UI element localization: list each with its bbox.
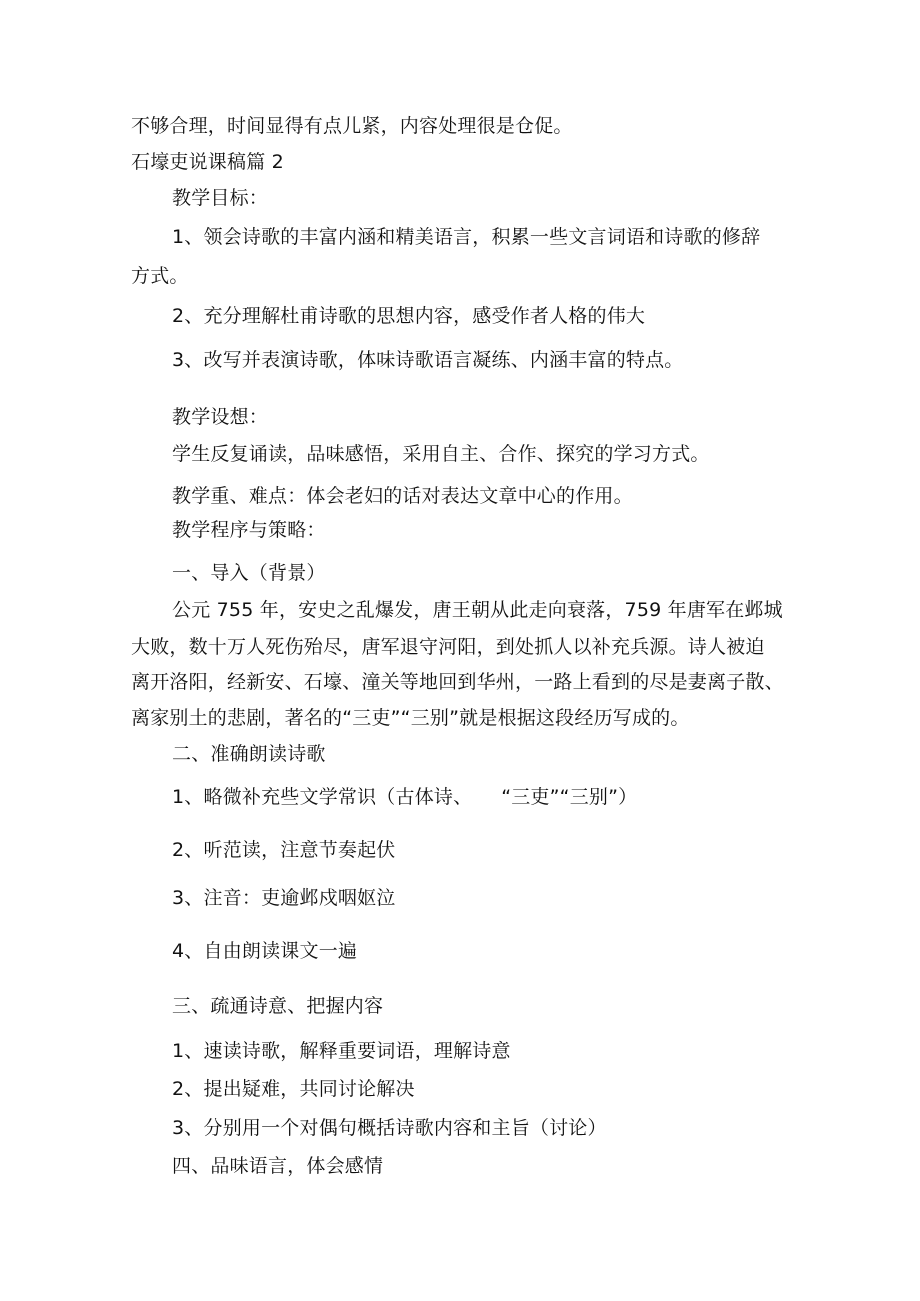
background-paragraph-line: 公元 755 年，安史之乱爆发，唐王朝从此走向衰落，759 年唐军在邺城	[172, 599, 783, 621]
goal-item-1: 1、领会诗歌的丰富内涵和精美语言，积累一些文言词语和诗歌的修辞	[172, 226, 761, 248]
goal-item-3: 3、改写并表演诗歌，体味诗歌语言凝练、内涵丰富的特点。	[172, 349, 684, 371]
step-2-item-1: 1、略微补充些文学常识（古体诗、 “三吏”“三别”）	[172, 786, 638, 808]
step-2-item-4: 4、自由朗读课文一遍	[172, 940, 358, 962]
background-paragraph-line: 离家别土的悲剧，著名的“三吏”“三别”就是根据这段经历写成的。	[131, 707, 690, 729]
goal-item-2: 2、充分理解杜甫诗歌的思想内容，感受作者人格的伟大	[172, 305, 646, 327]
goal-item-1-cont: 方式。	[131, 265, 189, 287]
background-paragraph-line: 大败，数十万人死伤殆尽，唐军退守河阳，到处抓人以补充兵源。诗人被迫	[131, 636, 765, 658]
section-title: 石壕吏说课稿篇 2	[131, 151, 284, 173]
heading-teaching-goals: 教学目标：	[172, 187, 269, 209]
teaching-ideas-text: 学生反复诵读，品味感悟，采用自主、合作、探究的学习方式。	[172, 443, 710, 465]
step-3-heading: 三、疏通诗意、把握内容	[172, 995, 384, 1017]
step-2-item-2: 2、听范读，注意节奏起伏	[172, 839, 396, 861]
heading-teaching-ideas: 教学设想：	[172, 406, 269, 428]
step-3-item-3: 3、分别用一个对偶句概括诗歌内容和主旨（讨论）	[172, 1117, 607, 1139]
step-3-item-1: 1、速读诗歌，解释重要词语，理解诗意	[172, 1040, 511, 1062]
step-4-heading: 四、品味语言，体会感情	[172, 1155, 384, 1177]
heading-procedure: 教学程序与策略：	[172, 519, 326, 541]
step-2-heading: 二、准确朗读诗歌	[172, 743, 326, 765]
step-1-heading: 一、导入（背景）	[172, 562, 326, 584]
text-line: 不够合理，时间显得有点儿紧，内容处理很是仓促。	[131, 115, 573, 137]
step-3-item-2: 2、提出疑难，共同讨论解决	[172, 1078, 415, 1100]
key-points-text: 教学重、难点：体会老妇的话对表达文章中心的作用。	[172, 485, 633, 507]
step-2-item-3: 3、注音：吏逾邺戍咽妪泣	[172, 887, 396, 909]
background-paragraph-line: 离开洛阳，经新安、石壕、潼关等地回到华州，一路上看到的尽是妻离子散、	[131, 671, 784, 693]
